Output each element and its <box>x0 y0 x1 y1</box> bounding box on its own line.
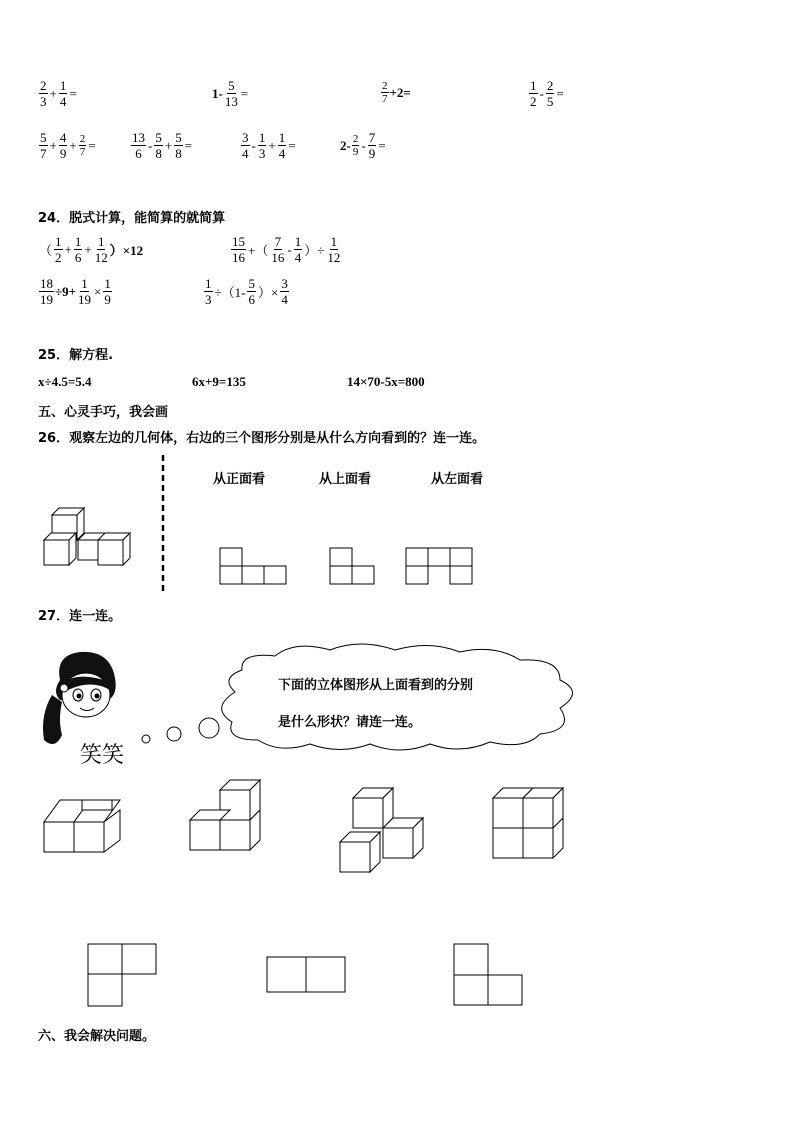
expr-row2-2: $\frac{13}{6}$ - $\frac{5}{8}$ + $\frac{5}{8}$ = <box>132 130 193 161</box>
expr-row1-4: $\frac{1}{2}$ - $\frac{2}{5}$ = <box>530 78 564 109</box>
q24-expr-1: （ $\frac{1}{2}$ + $\frac{1}{6}$ + $\frac{1}{12}$ ）×12 <box>39 234 144 265</box>
q24-expr-2: $\frac{15}{16}$ +（ $\frac{7}{16}$ - $\frac{1}{4}$ ）÷ $\frac{1}{12}$ <box>232 234 341 265</box>
thought-circle-medium <box>167 727 181 741</box>
thought-circle-large <box>199 718 219 738</box>
bubble-text-line1: 下面的立体图形从上面看到的分别 <box>278 678 474 693</box>
expr-row1-2: 1- $\frac{5}{13}$ = <box>212 78 249 109</box>
q27-solid-4 <box>493 788 563 858</box>
q27-figures <box>0 770 794 1020</box>
thought-circle-small <box>142 735 150 743</box>
q25-title: 25．解方程. <box>38 348 114 363</box>
label-front-view: 从正面看 <box>213 472 266 487</box>
label-left-view: 从左面看 <box>431 472 484 487</box>
q26-figures <box>0 440 794 610</box>
view-shape-1 <box>220 548 286 584</box>
q27-option-2 <box>267 957 345 992</box>
q27-solid-1 <box>44 800 120 852</box>
q24-expr-4: $\frac{1}{3}$ ÷（1- $\frac{5}{6}$ ）× $\frac{3}{4}$ <box>205 276 288 307</box>
section-5-heading: 五、心灵手巧，我会画 <box>38 405 169 420</box>
expr-row1-3: $\frac{2}{7}$ +2= <box>382 80 411 105</box>
q24-expr-3: $\frac{18}{19}$ ÷9+ $\frac{1}{19}$ × $\frac{1}{9}$ <box>40 276 111 307</box>
q26-title: 26．观察左边的几何体，右边的三个图形分别是从什么方向看到的？连一连。 <box>38 431 486 446</box>
bubble-text-line2: 是什么形状？请连一连。 <box>278 715 422 730</box>
girl-character-icon <box>43 652 116 744</box>
expr-row2-3: $\frac{3}{4}$ - $\frac{1}{3}$ + $\frac{1}{4}$ = <box>242 130 296 161</box>
expr-row2-4: 2- $\frac{2}{9}$ - $\frac{7}{9}$ = <box>340 130 386 161</box>
q27-option-3 <box>454 944 522 1005</box>
label-top-view: 从上面看 <box>319 472 372 487</box>
view-shape-2 <box>330 548 374 584</box>
q27-solid-3 <box>340 788 423 872</box>
character-name: 笑笑 <box>80 743 125 768</box>
q25-eq-1: x÷4.5=5.4 <box>38 374 92 389</box>
q25-eq-2: 6x+9=135 <box>192 374 246 389</box>
expr-row2-1: $\frac{5}{7}$ + $\frac{4}{9}$ + $\frac{2}{7}$ = <box>40 130 96 161</box>
section-6-heading: 六、我会解决问题。 <box>38 1029 156 1044</box>
expr-row1-1: $\frac{2}{3}$ + $\frac{1}{4}$ = <box>40 78 77 109</box>
thought-cloud <box>222 644 573 750</box>
view-shape-3 <box>406 548 472 584</box>
q27-solid-2 <box>190 780 260 850</box>
q27-option-1 <box>88 944 156 1006</box>
q27-title: 27．连一连。 <box>38 609 122 624</box>
q24-title: 24．脱式计算，能简算的就简算 <box>38 211 226 226</box>
q25-eq-3: 14×70-5x=800 <box>347 374 425 389</box>
q26-solid-figure <box>44 508 130 565</box>
